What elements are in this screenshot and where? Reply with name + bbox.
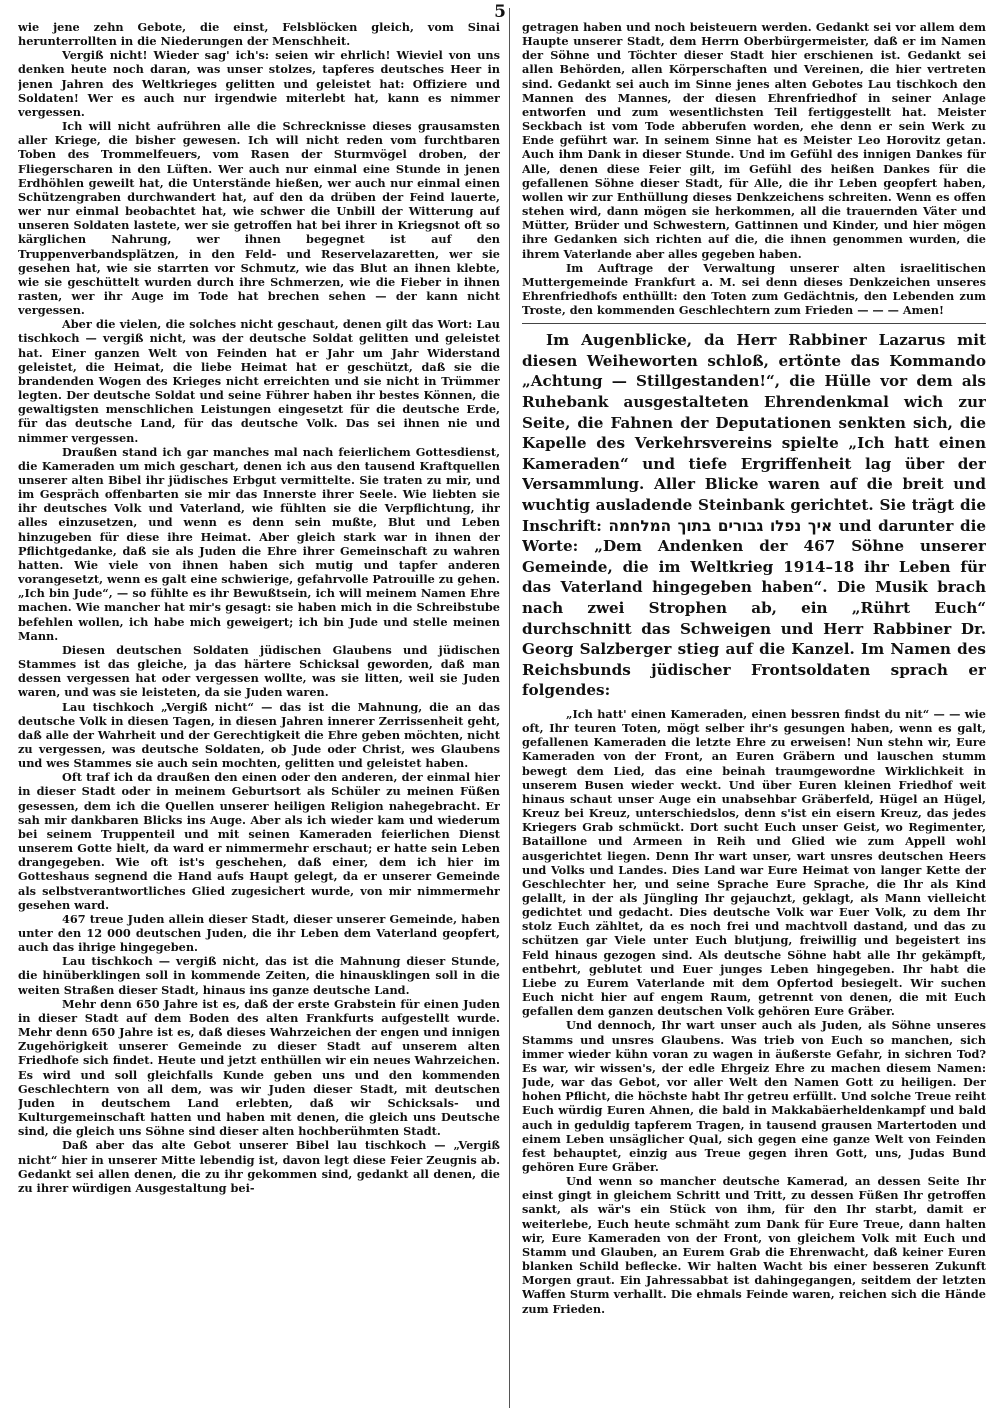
- left-column: [18, 20, 500, 1412]
- paragraph: Mehr denn 650 Jahre ist es, daß der erste Grabstein für einen Juden in dieser Stadt auf dem Boden des alten Frankfurts aufgestellt wurde. Mehr denn 650 Jahre ist es, daß dieses Wahrzeichen der engen und innigen Zugehörigkeit unserer Gemeinde zu dieser Stadt auf unserem alten Friedhofe sich findet. Heute und jetzt enthüllen wir ein neues Wahrzeichen. Es wird und soll gleichfalls Kunde geben uns und den kommenden Geschlechtern von all dem, was wir Juden dieser Stadt, mit deutschen Juden in deutschem Land erlebten, daß wir Schicksals- und Kulturgemeinschaft hatten und haben mit denen, die gleich uns Deutsche sind, die gleich uns Söhne sind dieser alten hochberühmten Stadt.: [18, 996, 500, 1139]
- paragraph: Lau tischkoch „Vergiß nicht“ — das ist die Mahnung, die an das deutsche Volk in diesen Tagen, in diesen Jahren innerer Zerrissenheit geht, daß alle der Wahrheit und der Gerechtigkeit die Ehre geben möchten, nicht zu vergessen, was deutsche Soldaten, ob Jude oder Christ, wes Glaubens und wes Stammes sie auch sein mochten, gelitten und geleistet haben.: [18, 699, 500, 771]
- right-column: [522, 20, 986, 1412]
- report-text: Im Augenblicke, da Herr Rabbiner Lazarus mit diesen Weiheworten schloß, ertönte das Kommando „Achtung — Stillgestanden!“, die Hülle vor dem als Ruhebank ausgestalteten Ehrendenkmal wich zur Seite, die Fahnen der Deputationen senkten sich, die Kapelle des Verkehrsvereins spielte „Ich hatt einen Kameraden“ und tiefe Ergriffenheit lag über der Versammlung. Aller Blicke waren auf die breit und wuchtig ausladende Steinbank gerichtet. Sie trägt die Inschrift:: [522, 331, 986, 535]
- report-text: und darunter die Worte: „Dem Andenken der 467 Söhne unserer Gemeinde, die im Weltkrieg 1914–18 ihr Leben für das Vaterland hingegeben haben“. Die Musik brach nach zwei Strophen ab, ein „Rührt Euch“ durchschnitt das Schweigen und Herr Rabbiner Dr. Georg Salzberger stieg auf die Kanzel. Im Namen des Reichsbunds jüdischer Frontsoldaten sprach er folgendes:: [522, 516, 986, 700]
- ceremony-report: [522, 330, 986, 701]
- section-rule: [522, 323, 986, 324]
- hebrew-inscription: איך נפלו גבורים בתוך המלחמה: [608, 516, 833, 535]
- column-divider: [509, 8, 510, 1408]
- paragraph: Aber die vielen, die solches nicht geschaut, denen gilt das Wort: Lau tischkoch — vergiß nicht, was der deutsche Soldat gelitten und geleistet hat. Einer ganzen Welt von Feinden hat er Jahr um Jahr Widerstand geleistet, die Heimat, die liebe Heimat hat er geschützt, daß sie die brandenden Wogen des Krieges nicht erreichten und sie nicht in Trümmer legten. Der deutsche Soldat und seine Führer haben ihr bestes Können, die gewaltigsten menschlichen Leistungen eingesetzt für die deutsche Erde, für das deutsche Land, für das deutsche Volk. Das sei ihnen nie und nimmer vergessen.: [18, 317, 500, 445]
- paragraph: Oft traf ich da draußen den einen oder den anderen, der einmal hier in dieser Stadt oder in meinem Geburtsort als Schüler zu meinen Füßen gesessen, dem ich die Quellen unserer heiligen Religion nahegebracht. Er sah mir dankbaren Blicks ins Auge. Aber als ich wieder kam und wiederum bei seinem Truppenteil und mit seinen Kameraden feierlichen Dienst unserem Gotte hielt, da ward er nimmermehr erschaut; er hatte sein Leben drangegeben. Wie oft ist's geschehen, daß einer, dem ich hier im Gotteshaus segnend die Hand aufs Haupt gelegt, da er unserer Gemeinde als selbstverantwortliches Glied zugesichert wurde, von mir nimmermehr gesehen ward.: [18, 770, 500, 912]
- paragraph: Im Auftrage der Verwaltung unserer alten israelitischen Muttergemeinde Frankfurt a. M. sei denn dieses Denkzeichen unseres Ehrenfriedhofs enthüllt: den Toten zum Gedächtnis, den Lebenden zum Troste, den kommenden Geschlechtern zum Frieden — — — Amen!: [522, 260, 986, 318]
- paragraph: Draußen stand ich gar manches mal nach feierlichem Gottesdienst, die Kameraden um mich geschart, denen ich aus den tausend Kraftquellen unserer alten Bibel ihr jüdisches Erbgut vermittelte. Sie traten zu mir, und im Gespräch offenbarten sie mir das Innerste ihrer Seele. Wie liebten sie ihr deutsches Volk und Vaterland, wie fühlten sie die Verpflichtung, ihr alles einzusetzen, und wenn es denn sein mußte, Blut und Leben hinzugeben für diese ihre Heimat. Aber gleich stark war in ihnen der Pflichtgedanke, daß sie als Juden die Ehre ihrer Gemeinschaft zu wahren hatten. Wie viele von ihnen haben sich mutig und tapfer anderen vorangesetzt, wenn es galt eine schwierige, gefahrvolle Patrouille zu gehen. „Ich bin Jude“, — so fühlte es ihr Bewußtsein, ich will meinem Namen Ehre machen. Wie mancher hat mir's gesagt: sie haben mich in die Schreibstube befehlen wollen, ich habe mich geweigert; ich bin Jude und stelle meinen Mann.: [18, 444, 500, 643]
- paragraph: Daß aber das alte Gebot unserer Bibel lau tischkoch — „Vergiß nicht“ hier in unserer Mitte lebendig ist, davon legt diese Feier Zeugnis ab. Gedankt sei allen denen, die zu ihr gekommen sind, gedankt all denen, die zu ihrer würdigen Ausgestaltung bei-: [18, 1138, 500, 1195]
- paragraph: [522, 330, 986, 701]
- paragraph: wie jene zehn Gebote, die einst, Felsblöcken gleich, vom Sinai herunterrollten in die Niederungen der Menschheit.: [18, 20, 500, 49]
- paragraph: Und dennoch, Ihr wart unser auch als Juden, als Söhne unseres Stamms und unsres Glaubens. Was trieb von Euch so manchen, sich immer wieder kühn voran zu wagen in äußerste Gefahr, in sichren Tod? Es war, wir wissen's, der edle Ehrgeiz Ehre zu machen diesem Namen: Jude, war das Gebot, vor aller Welt den Namen Gott zu heiligen. Der hohen Pflicht, die höchste habt Ihr getreu erfüllt. Und solche Treue reiht Euch würdig Euren Ahnen, die bald in Makkabäerheldenkampf und bald auch in geduldig tapferem Tragen, in tausend grausen Martertoden und einem Leben unsäglicher Qual, sich gegen eine ganze Welt von Feinden fest behauptet, einzig aus Treue gegen ihren Gott, uns, Judas Bund gehören Eure Gräber.: [522, 1018, 986, 1174]
- paragraph: Ich will nicht aufrühren alle die Schrecknisse dieses grausamsten aller Kriege, die bisher gewesen. Ich will nicht reden vom furchtbaren Toben des Trommelfeuers, vom Rasen der Sturmvögel droben, der Fliegerscharen in den Lüften. Wer auch nur einmal eine Stunde in jenen Erdhöhlen geweilt hat, die Unterstände hießen, wer auch nur einmal einen Schützengraben durchwandert hat, auf den da drüben der Feind lauerte, wer nur einmal beobachtet hat, wie schwer die Unbill der Witterung auf unseren Soldaten lastete, wer sie getroffen hat bei ihrer in Kriegsnot oft so kärglichen Nahrung, wer ihnen begegnet ist auf den Truppenverbandsplätzen, in den Feld- und Reservelazaretten, wer sie gesehen hat, wie sie starrten vor Schmutz, wie das Blut an ihnen klebte, wie sie geschüttelt wurden durch ihre Schmerzen, wie die Fieber in ihnen rasten, wer ihr Auge im Tode hat brechen sehen — der kann nicht vergessen.: [18, 119, 500, 318]
- paragraph: Vergiß nicht! Wieder sag' ich's: seien wir ehrlich! Wieviel von uns denken heute noch daran, was unser stolzes, tapferes deutsches Heer in jenen Jahren des Weltkrieges gelitten und geleistet hat: Offiziere und Soldaten! Wer es auch nur irgendwie miterlebt hat, kann es nimmer vergessen.: [18, 48, 500, 119]
- speech: [522, 707, 986, 1316]
- paragraph: „Ich hatt' einen Kameraden, einen bessren findst du nit“ — — wie oft, Ihr teuren Toten, mögt selber ihr's gesungen haben, wenn es galt, gefallenen Kameraden die letzte Ehre zu erweisen! Nun stehn wir, Eure Kameraden von der Front, an Euren Gräbern und lauschen stumm bewegt dem Lied, das eine beinah traumgewordne Wirklichkeit in unserem Busen wieder weckt. Und über Euren kleinen Friedhof weit hinaus schaut unser Auge ein unabsehbar Gräberfeld, Hügel an Hügel, Kreuz bei Kreuz, unterschiedslos, denn s'ist ein eisern Kreuz, das jedes Kriegers Grab schmückt. Dort sucht Euch unser Geist, wo Regimenter, Bataillone und Armeen in Reih und Glied wie zum Appell wohl ausgerichtet liegen. Denn Ihr wart unser, wart unsres deutschen Heers und Volks und Landes. Dies Land war Eure Heimat von langer Kette der Geschlechter her, und seine Sprache Eure Sprache, die Ihr als Kind gelallt, in der als Jüngling Ihr gejauchzt, geklagt, als Mann vielleicht gedichtet und gedacht. Dies deutsche Volk war Euer Volk, zu dem Ihr stolz Euch zähltet, da es noch frei und machtvoll dastand, und das zu schützen gar Viele unter Euch blutjung, freiwillig und begeistert ins Feld hinaus gezogen sind. Als deutsche Söhne habt alle Ihr gekämpft, entbehrt, geblutet und Euer junges Leben hingegeben. Ihr habt die Liebe zu Eurem Vaterlande mit dem Opfertod besiegelt. Wir suchen Euch nicht hier auf engem Raum, getrennt von denen, die mit Euch gefallen dem ganzen deutschen Volk gehören Eure Gräber.: [522, 706, 986, 1019]
- paragraph: Lau tischkoch — vergiß nicht, das ist die Mahnung dieser Stunde, die hinüberklingen soll in kommende Zeiten, die hinausklingen soll in die weiten Straßen dieser Stadt, hinaus ins ganze deutsche Land.: [18, 954, 500, 997]
- paragraph: Und wenn so mancher deutsche Kamerad, an dessen Seite Ihr einst gingt in gleichem Schritt und Tritt, zu dessen Füßen Ihr getroffen sankt, als wär's ein Stück von ihm, für den Ihr starbt, damit er weiterlebe, Euch heute schmäht zum Dank für Eure Treue, dann halten wir, Eure Kameraden von der Front, von gleichem Volk mit Euch und Stamm und Glauben, an Eurem Grab die Ehrenwacht, daß keiner Euren blanken Schild beflecke. Wir halten Wacht bis einer besseren Zukunft Morgen graut. Ein Jahressabbat ist dahingegangen, seitdem der letzten Waffen Sturm verhallt. Die ehmals Feinde waren, reichen sich die Hände zum Frieden.: [522, 1174, 986, 1316]
- paragraph: 467 treue Juden allein dieser Stadt, dieser unserer Gemeinde, haben unter den 12 000 deutschen Juden, die ihr Leben dem Vaterland geopfert, auch das ihrige hingegeben.: [18, 911, 500, 955]
- page-number: 5: [494, 2, 506, 22]
- paragraph: getragen haben und noch beisteuern werden. Gedankt sei vor allem dem Haupte unserer Stadt, dem Herrn Oberbürgermeister, daß er im Namen der Söhne und Töchter dieser Stadt hier erschienen ist. Gedankt sei allen Behörden, allen Körperschaften und Vereinen, die hier vertreten sind. Gedankt sei auch im Sinne jenes alten Gebotes Lau tischkoch den Mannen des Mannes, der diesen Ehrenfriedhof in seiner Anlage entworfen und zum wesentlichsten Teil fertiggestellt hat. Meister Seckbach ist vom Tode abberufen worden, ehe denn er sein Werk zu Ende geführt war. In seinem Sinne hat es Meister Leo Horovitz getan. Auch ihm Dank in dieser Stunde. Und im Gefühl des innigen Dankes für Alle, denen diese Feier gilt, im Gefühl des heißen Dankes für die gefallenen Söhne dieser Stadt, für Alle, die ihr Leben geopfert haben, wollen wir zur Enthüllung dieses Denkzeichens schreiten. Wenn es offen stehen wird, dann mögen sie herkommen, all die trauernden Väter und Mütter, Brüder und Schwestern, Gattinnen und Kinder, und hier mögen ihre Gedanken sich richten auf die, die ihnen genommen wurden, die ihrem Vaterlande aber alles gegeben haben.: [522, 20, 986, 261]
- sermon-conclusion: [522, 20, 986, 317]
- paragraph: Diesen deutschen Soldaten jüdischen Glaubens und jüdischen Stammes ist das gleiche, ja das härtere Schicksal geworden, daß man dessen vergessen hat oder vergessen wollte, was sie litten, weil sie Juden waren, und was sie leisteten, da sie Juden waren.: [18, 642, 500, 700]
